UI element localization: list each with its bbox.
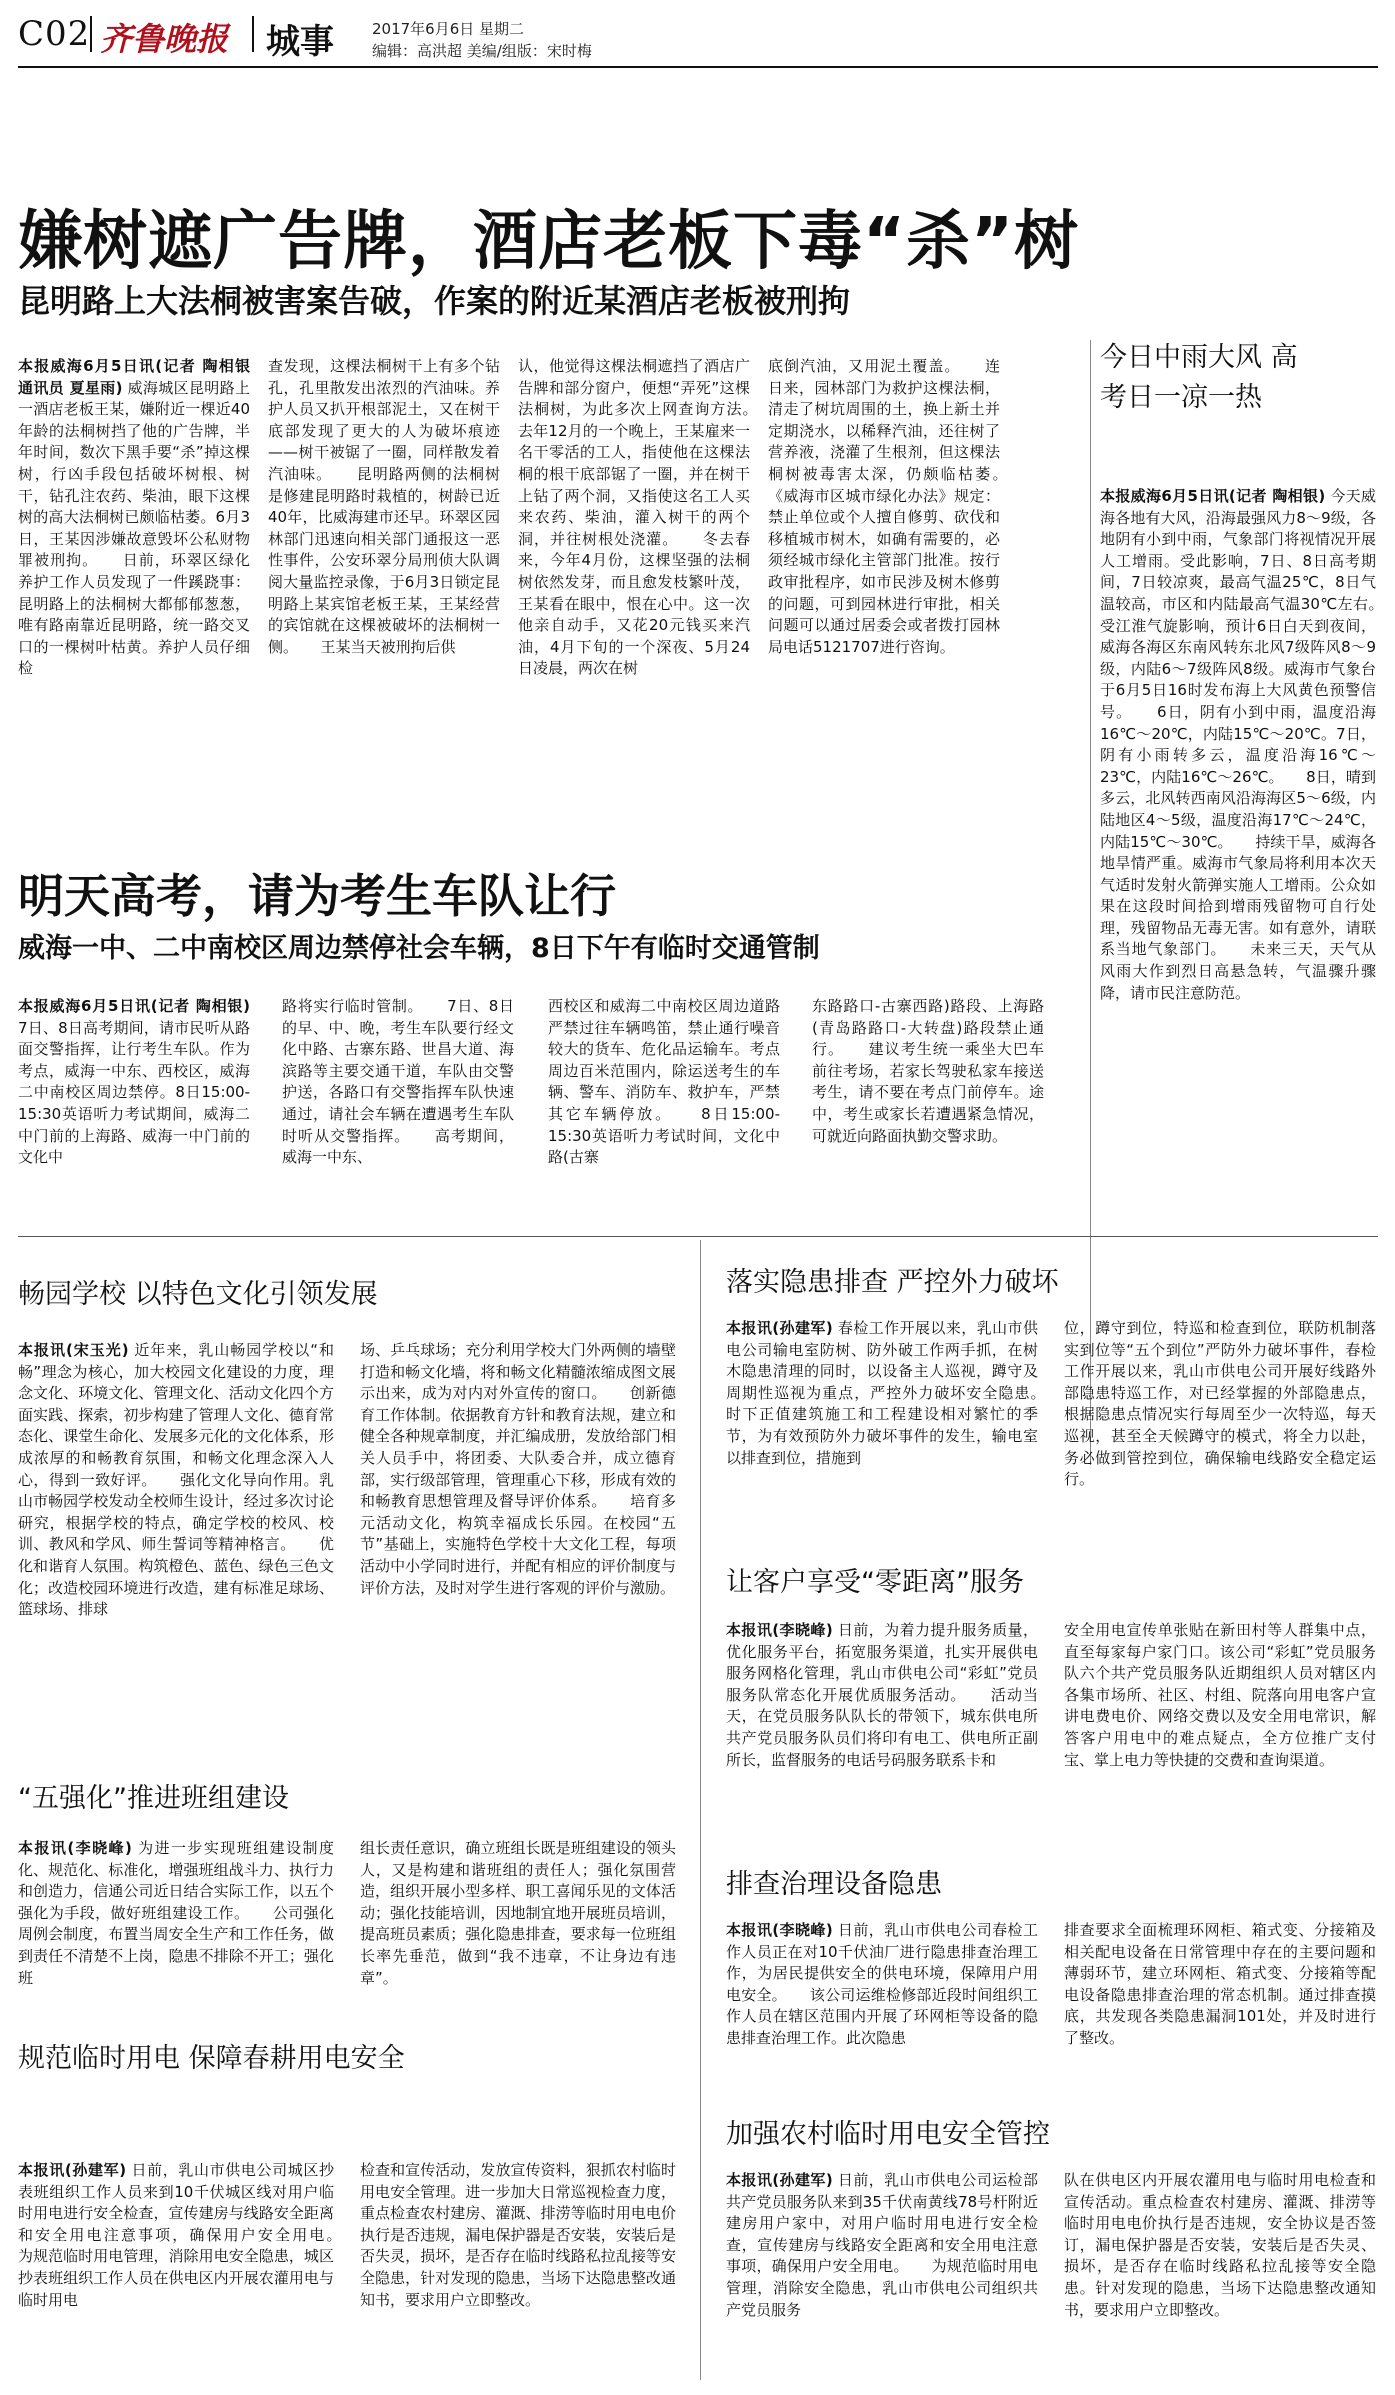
news-column [18,2160,334,2380]
story1-column-3: 认，他觉得这棵法桐遮挡了酒店广告牌和部分窗户，便想“弄死”这棵法桐树，为此多次上网查询方法。 去年12月的一个晚上，王某雇来一名干零活的工人，指使他在这棵法桐的根干底部锯了一圈，并在树干上钻了两个洞，又指使这名工人买来农药、柴油，灌入树干的两个洞，并往树根处浇灌。 冬去春来，今年4月份，这棵坚强的法桐树依然发芽，而且愈发枝繁叶茂，王某看在眼中，恨在心中。这一次他亲自动手，又花20元钱买来汽油，4月下旬的一个深夜、5月24日凌晨，两次在树 [518,357,750,678]
news-column [726,1620,1038,1856]
news-column: 安全用电宣传单张贴在新田村等人群集中点，直至每家每户家门口。该公司“彩虹”党员服务队六个共产党员服务队近期组织人员对辖区内各集市场所、社区、村组、院落向用电客户宣讲电费电价、网络交费以及安全用电常识，解答客户用电中的难点疑点，全方位推广支付宝、掌上电力等快捷的交费和查询渠道。 [1064,1621,1376,1769]
news-column: 位，蹲守到位，特巡和检查到位，联防机制落实到位等“五个到位”严防外力破坏事件，春检工作开展以来，乳山市供电公司开展好线路外部隐患特巡工作，对已经掌握的外部隐患点，根据隐患点情况实行每周至少一次特巡，每天巡视，甚至全天候蹲守的模式，将全力以赴，务必做到管控到位，确保输电线路安全稳定运行。 [1064,1319,1376,1489]
news-column [18,1838,334,2014]
sidebar-title: 今日中雨大风 高考日一凉一热 [1100,342,1298,413]
column-text: 日前，为着力提升服务质量，优化服务平台，拓宽服务渠道，扎实开展供电服务网格化管理，乳山市供电公司“彩虹”党员服务队常态化开展优质服务活动。 活动当天，在党员服务队队长的带领下，城东供电所共产党员服务队员们将印有电工、供电所正副所长，监督服务的电话号码服务联系卡和 [726,1621,1038,1769]
column-text: 7日、8日高考期间，请市民听从路面交警指挥，让行考生车队。作为考点，威海一中东、西校区，威海二中南校区周边禁停。8日15:00-15:30英语听力考试期间，威海二中门前的上海路、威海一中门前的文化中 [18,1018,250,1167]
dateline: 本报讯(李晓峰) [18,1839,132,1857]
story1-column-4: 底倒汽油，又用泥土覆盖。 连日来，园林部门为救护这棵法桐，清走了树坑周围的土，换上新土并定期浇水，以稀释汽油，还往树了营养液，浇灌了生根剂，但这棵法桐树被毒害太深，仍颇临枯萎。 《威海市区城市绿化办法》规定：禁止单位或个人擅自修剪、砍伐和移植城市树木，如确有需要的，必须经城市绿化主管部门批准。按行政审批程序，如市民涉及树木修剪的问题，可到园林进行审批，相关问题可以通过居委会或者拨打园林局电话5121707进行咨询。 [768,357,1000,656]
masthead-meta [372,18,592,62]
news-title: 让客户享受“零距离”服务 [726,1567,1024,1598]
column-text: 春检工作开展以来，乳山市供电公司输电室防树、防外破工作两手抓，在树木隐患清理的同时，以设备主人巡视，蹲守及周期性巡视为重点，严控外力破坏安全隐患。 时下正值建筑施工和工程建设相对繁忙的季节，为有效预防外力破坏事件的发生，输电室以排查到位，措施到 [726,1319,1038,1467]
paper-logo: 齐鲁晚报 [100,20,229,58]
story1-subheadline: 昆明路上大法桐被害案告破，作案的附近某酒店老板被刑拘 [18,282,851,320]
section-rule [18,1236,1378,1237]
news-column [18,1340,334,1750]
story1-column-2: 查发现，这棵法桐树干上有多个钻孔，孔里散发出浓烈的汽油味。养护人员又扒开根部泥土，又在树干底部发现了更大的人为破坏痕迹——树干被锯了一圈，同样散发着汽油味。 昆明路两侧的法桐树是修建昆明路时栽植的，树龄已近40年，比威海建市还早。环翠区园林部门迅速向相关部门通报这一恶性事件，公安环翠分局刑侦大队调阅大量监控录像，于6月3日锁定昆明路上某宾馆老板王某，王某经营的宾馆就在这棵被破坏的法桐树一侧。 王某当天被刑拘后供 [268,357,500,656]
dateline: 本报威海6月5日讯(记者 陶相银) [1100,487,1326,505]
dateline: 本报讯(李晓峰) [726,1921,833,1939]
masthead-divider [252,16,254,52]
news-column [726,2170,1038,2384]
editors-line: 编辑：高洪超 美编/组版：宋时梅 [372,42,592,60]
news-title: 畅园学校 以特色文化引领发展 [18,1279,378,1310]
story2-headline: 明天高考，请为考生车队让行 [18,869,616,923]
column-text: 威海城区昆明路上一酒店老板王某，嫌附近一棵近40年龄的法桐树挡了他的广告牌，半年时间，数次下黑手要“杀”掉这棵树，行凶手段包括破坏树根、树干，钻孔注农药、柴油，眼下这棵树的高大法桐树已颇临枯萎。6月3日，王某因涉嫌故意毁坏公私财物罪被刑拘。 日前，环翠区绿化养护工作人员发现了一件蹊跷事：昆明路上的法桐树大都郁郁葱葱，唯有路南靠近昆明路，统一路交叉口的一棵树叶枯黄。养护人员仔细检 [18,378,250,678]
news-column [726,1318,1038,1543]
news-column: 排查要求全面梳理环网柜、箱式变、分接箱及相关配电设备在日常管理中存在的主要问题和薄弱环节，建立环网柜、箱式变、分接箱等配电设备隐患排查治理的常态机制。通过排查摸底，共发现各类隐患漏洞101处，并及时进行了整改。 [1064,1921,1376,2047]
news-title: “五强化”推进班组建设 [18,1783,289,1814]
masthead-rule [18,66,1378,68]
column-text: 日前，乳山市供电公司城区抄表班组织工作人员来到10千伏城区线对用户临时用电进行安全检查，宣传建房与线路安全距离和安全用电注意事项，确保用户安全用电。 为规范临时用电管理，消除用电安全隐患，城区抄表班组织工作人员在供电区内开展农灌用电与临时用电 [18,2161,334,2309]
story2-subheadline: 威海一中、二中南校区周边禁停社会车辆，8日下午有临时交通管制 [18,933,820,964]
story1-headline: 嫌树遮广告牌，酒店老板下毒“杀”树 [18,205,1080,279]
news-column: 组长责任意识，确立班组长既是班组建设的领头人，又是构建和谐班组的责任人；强化氛围营造，组织开展小型多样、职工喜闻乐见的文体活动；强化技能培训，因地制宜地开展班员培训，提高班员素质；强化隐患排查，要求每一位班组长率先垂范，做到“我不违章，不让身边有违章”。 [360,1839,676,1987]
story2-column-4: 东路路口-古寨西路)路段、上海路(青岛路路口-大转盘)路段禁止通行。 建议考生统一乘坐大巴车前往考场，若家长驾驶私家车接送考生，请不要在考点门前停车。途中，考生或家长若遭遇紧急情况，可就近向路面执勤交警求助。 [812,997,1044,1145]
dateline: 本报威海6月5日讯(记者 陶相银) [18,997,250,1015]
date-line: 2017年6月6日 星期二 [372,20,525,38]
story2-column-3: 西校区和威海二中南校区周边道路严禁过往车辆鸣笛，禁止通行噪音较大的货车、危化品运输车。考点周边百米范围内，除运送考生的车辆、警车、消防车、救护车，严禁其它车辆停放。 8日15:00-15:30英语听力考试时间，文化中路(古寨 [548,997,780,1167]
news-column: 场、乒乓球场；充分利用学校大门外两侧的墙壁打造和畅文化墙，将和畅文化精髓浓缩成图文展示出来，成为对内对外宣传的窗口。 创新德育工作体制。依据教育方针和教育法规，建立和健全各种规章制度，并汇编成册，发放给部门相关人员手中，将团委、大队委合并，成立德育部，实行级部管理，管理重心下移，形成有效的和畅教育思想管理及督导评价体系。 培育多元活动文化，构筑幸福成长乐园。在校园“五节”基础上，实施特色学校十大文化工程，每项活动中小学同时进行，并配有相应的评价制度与评价方法，及时对学生进行客观的评价与激励。 [360,1341,676,1597]
column-text: 近年来，乳山畅园学校以“和畅”理念为核心，加大校园文化建设的力度，理念文化、环境文化、管理文化、活动文化四个方面实践、探索，初步构建了管理人文化、德育常态化、课堂生命化、发展多元化的文化体系，形成浓厚的和畅教育氛围，和畅文化理念深入人心，得到一致好评。 强化文化导向作用。乳山市畅园学校发动全校师生设计，经过多次讨论研究，根据学校的特点，确定学校的校风、校训、教风和学风、师生誓词等精神格言。 优化和谐育人氛围。构筑橙色、蓝色、绿色三色文化；改造校园环境进行改造，建有标准足球场、篮球场、排球 [18,1341,334,1619]
section-title: 城事 [266,22,334,62]
news-column [726,1920,1038,2070]
news-column: 检查和宣传活动，发放宣传资料，狠抓农村临时用电安全管理。进一步加大日常巡视检查力度，重点检查农村建房、灌溉、排涝等临时用电电价执行是否违规，漏电保护器是否安装，安装后是否失灵，损坏，是否存在临时线路私拉乱接等安全隐患，针对发现的隐患，当场下达隐患整改通知书，要求用户立即整改。 [360,2161,676,2309]
dateline: 本报讯(孙建军) [726,2171,833,2189]
column-text: 今天威海各地有大风，沿海最强风力8～9级，各地阴有小到中雨，气象部门将视情况开展人工增雨。受此影响，7日、8日高考期间，7日较凉爽，最高气温25℃，8日气温较高，市区和内陆最高气温30℃左右。 受江淮气旋影响，预计6日白天到夜间，威海各海区东南风转东北风7级阵风8～9级，内陆6～7级阵风8级。威海市气象台于6月5日16时发布海上大风黄色预警信号。 6日，阴有小到中雨，温度沿海16℃～20℃，内陆15℃～20℃。7日，阴有小雨转多云，温度沿海16℃～23℃，内陆16℃～26℃。 8日，晴到多云，北风转西南风沿海海区5～6级，内陆地区4～5级，温度沿海17℃～24℃，内陆15℃～30℃。 持续干旱，威海各地旱情严重。威海市气象局将利用本次天气适时发射火箭弹实施人工增雨。公众如果在这段时间拾到增雨残留物可自行处理，残留物品无毒无害。如有意外，请联系当地气象部门。 未来三天，天气从风雨大作到烈日高悬急转，气温骤升骤降，请市民注意防范。 [1100,487,1376,1002]
sidebar-divider [1090,340,1091,1465]
news-title: 规范临时用电 保障春耕用电安全 [18,2043,405,2074]
column-text: 为进一步实现班组建设制度化、规范化、标准化，增强班组战斗力、执行力和创造力，信通公司近日结合实际工作，以五个强化为手段，做好班组建设工作。 公司强化周例会制度，布置当周安全生产和工作任务，做到责任不清楚不上岗，隐患不排除不开工；强化班 [18,1839,334,1987]
dateline: 本报讯(宋玉光) [18,1341,129,1359]
dateline: 本报讯(孙建军) [18,2161,127,2179]
dateline: 本报威海6月5日讯(记者 陶相银 通讯员 夏星雨) [18,357,250,397]
column-text: 日前，乳山市供电公司春检工作人员正在对10千伏油厂进行隐患排查治理工作，为居民提供安全的供电环境，保障用户用电安全。 该公司运维检修部近段时间组织工作人员在辖区范围内开展了环网柜等设备的隐患排查治理工作。此次隐患 [726,1921,1038,2047]
dateline: 本报讯(孙建军) [726,1319,833,1337]
news-title: 落实隐患排查 严控外力破坏 [726,1267,1059,1298]
story2-column-2: 路将实行临时管制。 7日、8日的早、中、晚，考生车队要行经文化中路、古寨东路、世昌大道、海滨路等主要交通干道，车队由交警护送，各路口有交警指挥车队快速通过，请社会车辆在遭遇考生车队时听从交警指挥。 高考期间，威海一中东、 [282,997,514,1167]
story1-column-1 [18,356,250,806]
page-code: C02 [18,14,91,54]
dateline: 本报讯(李晓峰) [726,1621,833,1639]
column-text: 日前，乳山市供电公司运检部共产党员服务队来到35千伏南黄线78号杆附近建房用户家中，对用户临时用电进行安全检查，宣传建房与线路安全距离和安全用电注意事项，确保用户安全用电。 为规范临时用电管理，消除安全隐患，乳山市供电公司组织共产党员服务 [726,2171,1038,2319]
news-title: 加强农村临时用电安全管控 [726,2119,1050,2150]
story2-column-1 [18,996,250,1226]
masthead-divider [90,16,92,52]
news-title: 排查治理设备隐患 [726,1869,942,1900]
lower-divider [700,1240,701,2380]
news-column: 队在供电区内开展农灌用电与临时用电检查和宣传活动。重点检查农村建房、灌溉、排涝等临时用电电价执行是否违规，安全协议是否签订，漏电保护器是否安装，安装后是否失灵、损坏，是否存在临时线路私拉乱接等安全隐患。针对发现的隐患，当场下达隐患整改通知书，要求用户立即整改。 [1064,2171,1376,2319]
